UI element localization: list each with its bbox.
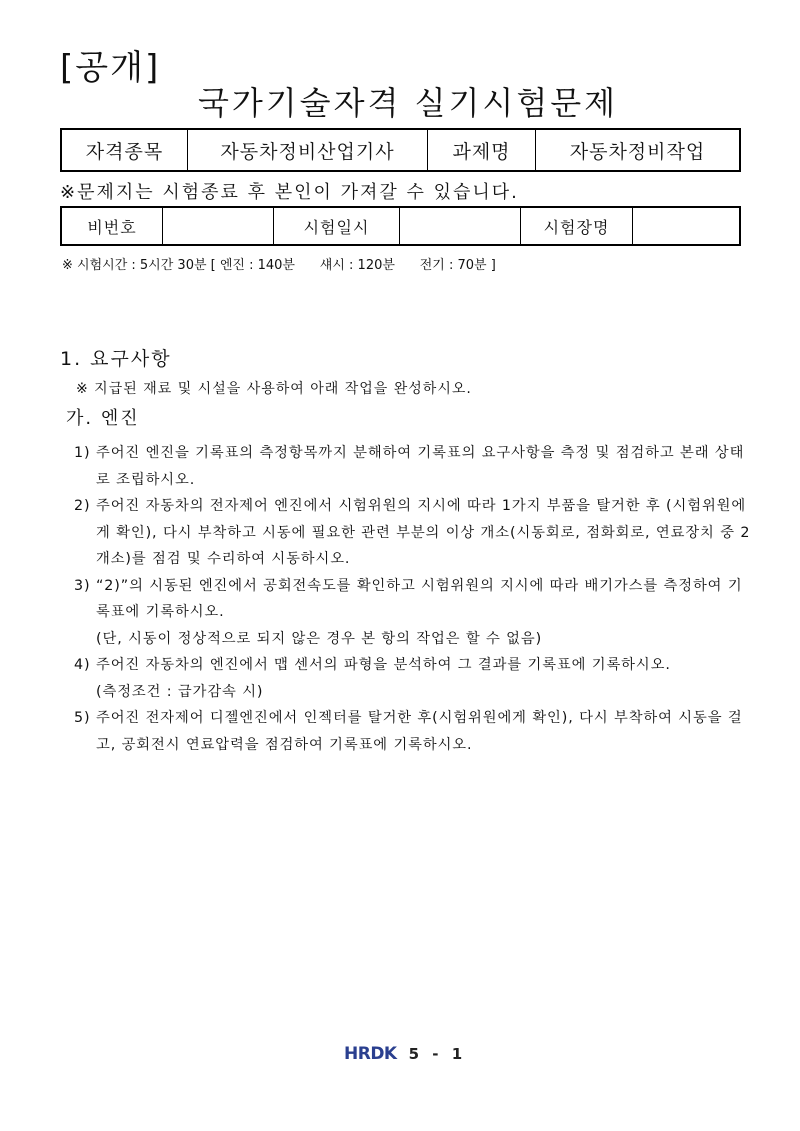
list-item	[74, 440, 754, 493]
item-number: 3)	[74, 577, 91, 594]
item-text: 주어진 엔진을 기록표의 측정항목까지 분해하여 기록표의 요구사항을 측정 및 점검하고 본래 상태로 조립하시오.	[96, 445, 745, 488]
list-item	[74, 705, 754, 758]
list-item	[74, 493, 754, 573]
item-text: 주어진 자동차의 엔진에서 맵 센서의 파형을 분석하여 그 결과를 기록표에 기록하시오.	[96, 657, 671, 673]
page-footer	[344, 1044, 466, 1064]
hrdk-logo: HRDK	[344, 1044, 397, 1064]
place-value	[633, 207, 741, 245]
exam-title: 국가기술자격 실기시험문제	[197, 84, 619, 122]
registration-table	[60, 206, 741, 246]
date-value	[400, 207, 521, 245]
task-value: 자동차정비작업	[536, 129, 741, 171]
exam-time-line: ※ 시험시간 : 5시간 30분 [ 엔진 : 140분 섀시 : 120분 전기 : 70분 ]	[62, 258, 496, 273]
qualification-label: 자격종목	[61, 129, 188, 171]
list-item	[74, 652, 754, 705]
date-label: 시험일시	[274, 207, 400, 245]
item-number: 4)	[74, 657, 91, 673]
requirements-list	[74, 440, 754, 758]
public-tag: [공개]	[60, 48, 161, 88]
item-text: 주어진 전자제어 디젤엔진에서 인젝터를 탈거한 후(시험위원에게 확인), 다시 부착하여 시동을 걸고, 공회전시 연료압력을 점검하여 기록표에 기록하시오.	[96, 710, 743, 753]
page-number: 5 - 1	[408, 1045, 467, 1063]
qualification-table	[60, 128, 741, 172]
item-number: 1)	[74, 445, 91, 461]
id-label: 비번호	[61, 207, 163, 245]
item-number: 5)	[74, 710, 91, 726]
item-text: “2)”의 시동된 엔진에서 공회전속도를 확인하고 시험위원의 지시에 따라 배기가스를 측정하여 기록표에 기록하시오.	[96, 577, 743, 620]
qualification-value: 자동차정비산업기사	[188, 129, 428, 171]
item-note: (단, 시동이 정상적으로 되지 않은 경우 본 항의 작업은 할 수 없음)	[96, 630, 543, 647]
section-heading: 1. 요구사항	[60, 348, 172, 370]
task-label: 과제명	[428, 129, 536, 171]
section-note: ※ 지급된 재료 및 시설을 사용하여 아래 작업을 완성하시오.	[76, 381, 472, 397]
place-label: 시험장명	[521, 207, 633, 245]
notice-text: ※문제지는 시험종료 후 본인이 가져갈 수 있습니다.	[60, 182, 519, 203]
item-note: (측정조건 : 급가감속 시)	[96, 683, 264, 700]
list-item	[74, 573, 754, 653]
item-number: 2)	[74, 498, 91, 514]
subsection-heading: 가. 엔진	[66, 408, 140, 429]
id-value	[163, 207, 274, 245]
item-text: 주어진 자동차의 전자제어 엔진에서 시험위원의 지시에 따라 1가지 부품을 탈거한 후 (시험위원에게 확인), 다시 부착하고 시동에 필요한 관련 부분의 이상 개소(시동회로, 점화회로, 연료장치 중 2개소)를 점검 및 수리하여 시동하시오.	[96, 498, 751, 567]
